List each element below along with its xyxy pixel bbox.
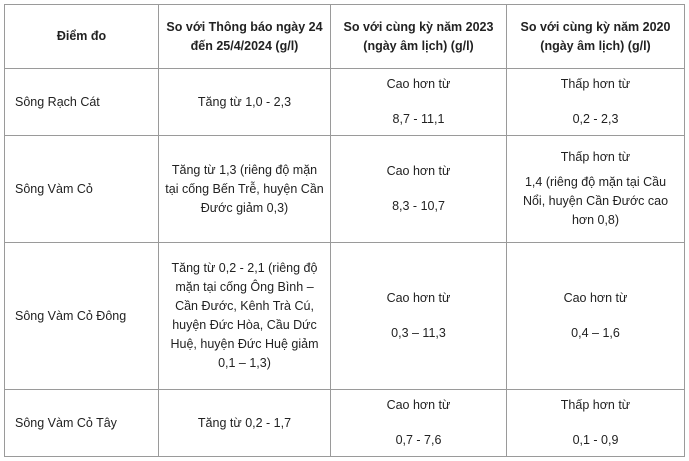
cell-vs-2023	[331, 69, 507, 136]
cell-vs-notice: Tăng từ 0,2 - 2,1 (riêng độ mặn tại cống Ông Bình – Cần Đước, Kênh Trà Cú, huyện Đức Hòa, Cầu Dức Huệ, huyện Đức Huệ giảm 0,1 – 1,3)	[159, 243, 331, 390]
cell-vs-2023	[331, 243, 507, 390]
vs-2023-label: Cao hơn từ	[386, 291, 451, 305]
vs-2020-label: Thấp hơn từ	[560, 150, 631, 164]
vs-2020-value: 0,4 – 1,6	[571, 326, 620, 340]
vs-2023-label: Cao hơn từ	[386, 398, 451, 412]
cell-vs-2020	[507, 390, 685, 457]
vs-2020-label: Cao hơn từ	[563, 291, 628, 305]
table-row	[5, 243, 685, 390]
vs-2023-value: 8,3 - 10,7	[392, 199, 445, 213]
cell-vs-2020	[507, 136, 685, 243]
vs-2023-value: 8,7 - 11,1	[392, 112, 445, 126]
table-row	[5, 69, 685, 136]
vs-2023-value: 0,3 – 11,3	[391, 326, 446, 340]
table-row	[5, 390, 685, 457]
header-vs-2023: So với cùng kỳ năm 2023 (ngày âm lịch) (g/l)	[331, 5, 507, 69]
vs-2020-label: Thấp hơn từ	[560, 77, 631, 91]
cell-vs-2020	[507, 69, 685, 136]
cell-location: Sông Vàm Cỏ Đông	[5, 243, 159, 390]
cell-vs-2020	[507, 243, 685, 390]
vs-2020-label: Thấp hơn từ	[560, 398, 631, 412]
header-vs-2020: So với cùng kỳ năm 2020 (ngày âm lịch) (g/l)	[507, 5, 685, 69]
salinity-comparison-table	[4, 4, 685, 457]
cell-vs-notice: Tăng từ 1,3 (riêng độ mặn tại cống Bến Trễ, huyện Cần Đước giảm 0,3)	[159, 136, 331, 243]
cell-vs-notice: Tăng từ 0,2 - 1,7	[159, 390, 331, 457]
header-location: Điểm đo	[5, 5, 159, 69]
cell-vs-2023	[331, 136, 507, 243]
cell-location: Sông Vàm Cỏ Tây	[5, 390, 159, 457]
cell-location: Sông Rạch Cát	[5, 69, 159, 136]
vs-2023-label: Cao hơn từ	[386, 77, 451, 91]
cell-location: Sông Vàm Cỏ	[5, 136, 159, 243]
vs-2023-label: Cao hơn từ	[386, 164, 451, 178]
cell-vs-notice: Tăng từ 1,0 - 2,3	[159, 69, 331, 136]
vs-2020-value: 0,2 - 2,3	[572, 112, 619, 126]
table-row	[5, 136, 685, 243]
vs-2020-value: 1,4 (riêng độ mặn tại Cầu Nổi, huyện Cần Đước cao hơn 0,8)	[522, 175, 669, 227]
vs-2023-value: 0,7 - 7,6	[395, 433, 442, 447]
header-vs-notice: So với Thông báo ngày 24 đến 25/4/2024 (g/l)	[159, 5, 331, 69]
table-header-row	[5, 5, 685, 69]
cell-vs-2023	[331, 390, 507, 457]
vs-2020-value: 0,1 - 0,9	[572, 433, 619, 447]
